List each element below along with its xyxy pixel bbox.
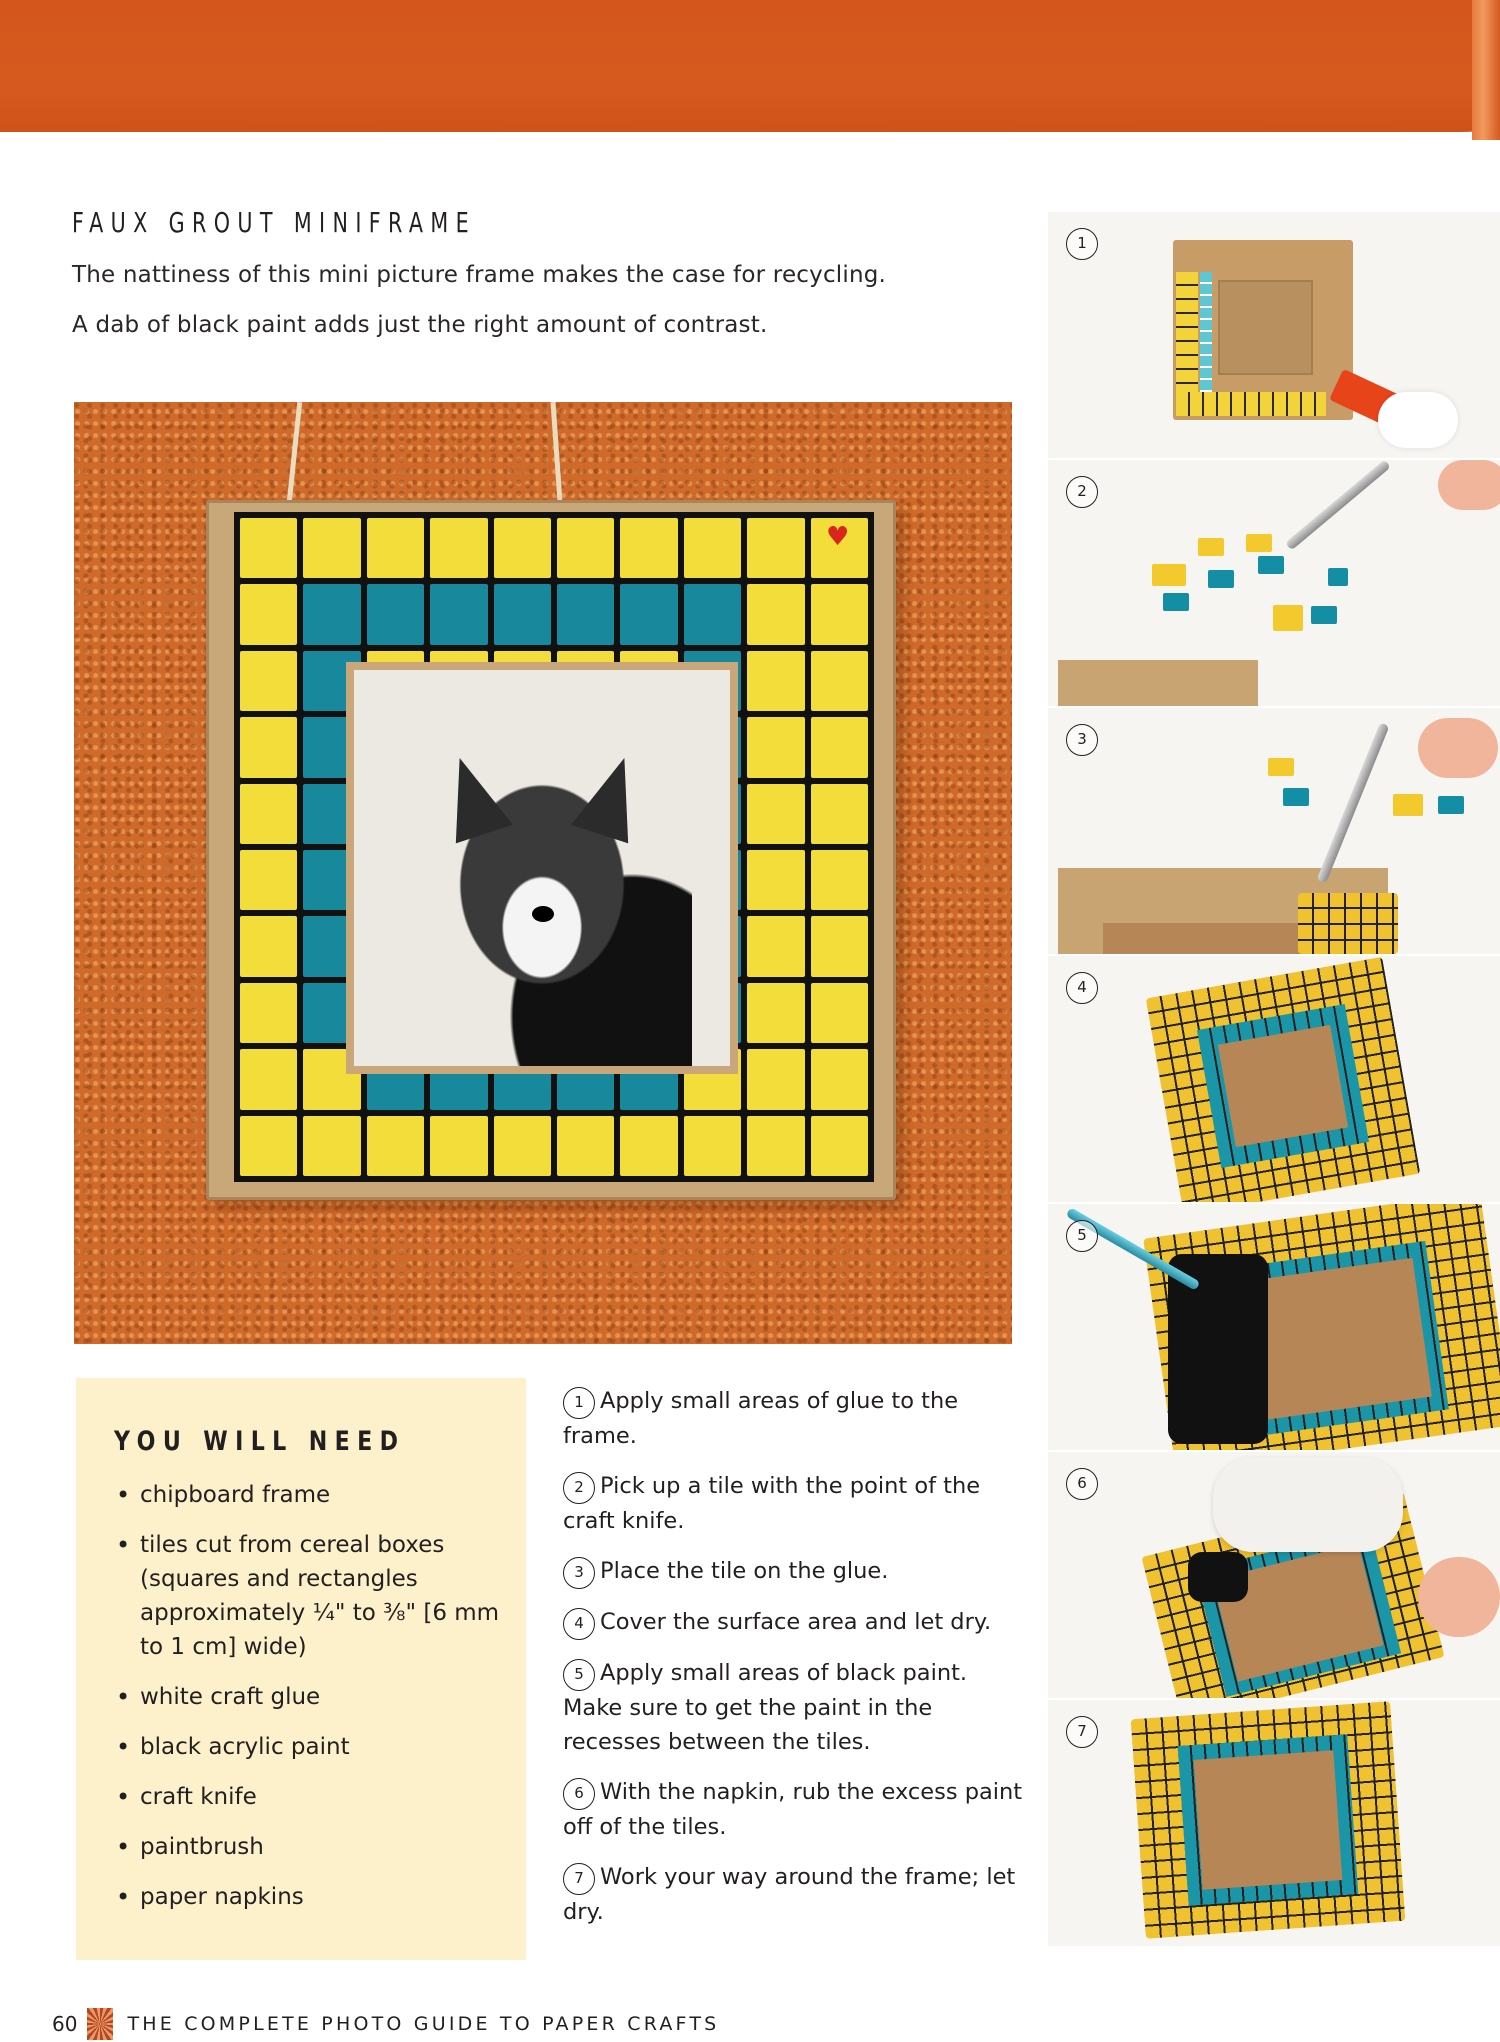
glue-bottle [1378, 392, 1458, 448]
article-title: FAUX GROUT MINIFRAME [72, 206, 477, 239]
craft-knife [1317, 722, 1390, 883]
step-photo-7 [1048, 1700, 1500, 1946]
hanging-twine [551, 402, 563, 502]
step-number-badge: 6 [563, 1778, 595, 1810]
step-number-badge: 5 [1066, 1220, 1098, 1252]
step-2 [563, 1469, 1033, 1538]
supply-item: • white craft glue [114, 1680, 514, 1714]
top-color-band [0, 0, 1500, 132]
running-title: THE COMPLETE PHOTO GUIDE TO PAPER CRAFTS [127, 2013, 720, 2035]
step-photo-5 [1048, 1204, 1500, 1450]
dog-photo [346, 662, 738, 1074]
step-photo-column [1048, 212, 1500, 1948]
step-text: Work your way around the frame; let dry. [563, 1864, 1016, 1925]
supply-item: • paintbrush [114, 1830, 514, 1864]
craft-knife [1285, 460, 1391, 551]
step-number-badge: 3 [1066, 724, 1098, 756]
step-text: Cover the surface area and let dry. [600, 1609, 992, 1635]
step-number-badge: 4 [563, 1608, 595, 1640]
step-6 [563, 1775, 1033, 1844]
supply-item: • chipboard frame [114, 1478, 514, 1512]
step-number-badge: 5 [563, 1659, 595, 1691]
step-photo-2 [1048, 460, 1500, 706]
intro-line-1: The nattiness of this mini picture frame makes the case for recycling. [72, 262, 887, 288]
supply-item: • tiles cut from cereal boxes (squares and rectangles approximately ¼" to ⅜" [6 mm to 1 cm] wide) [114, 1528, 514, 1664]
step-5 [563, 1656, 1033, 1759]
step-photo-3 [1048, 708, 1500, 954]
hanging-twine [287, 402, 302, 502]
step-photo-1 [1048, 212, 1500, 458]
main-photo-finished-frame [74, 402, 1012, 1344]
intro-line-2: A dab of black paint adds just the right amount of contrast. [72, 312, 768, 338]
step-number-badge: 4 [1066, 972, 1098, 1004]
supply-item: • black acrylic paint [114, 1730, 514, 1764]
step-1 [563, 1384, 1033, 1453]
page-number: 60 [52, 2012, 78, 2036]
supplies-box [76, 1378, 526, 1960]
step-text: Pick up a tile with the point of the craft knife. [563, 1473, 981, 1534]
step-text: Place the tile on the glue. [600, 1558, 889, 1584]
step-text: With the napkin, rub the excess paint off of the tiles. [563, 1779, 1023, 1840]
napkin [1213, 1457, 1403, 1552]
heart-icon: ♥ [826, 522, 850, 552]
step-number-badge: 2 [563, 1472, 595, 1504]
step-number-badge: 1 [1066, 228, 1098, 260]
instruction-steps [563, 1384, 1033, 1945]
dog-illustration [392, 736, 692, 1066]
step-number-badge: 2 [1066, 476, 1098, 508]
step-photo-6 [1048, 1452, 1500, 1698]
supplies-heading: YOU WILL NEED [114, 1426, 406, 1457]
page-footer [52, 2008, 719, 2040]
step-text: Apply small areas of glue to the frame. [563, 1388, 959, 1449]
step-photo-4 [1048, 956, 1500, 1202]
step-number-badge: 1 [563, 1387, 595, 1419]
step-7 [563, 1860, 1033, 1929]
step-number-badge: 7 [563, 1863, 595, 1895]
step-number-badge: 7 [1066, 1716, 1098, 1748]
step-3 [563, 1554, 1033, 1589]
supplies-list [114, 1478, 514, 1930]
step-number-badge: 3 [563, 1557, 595, 1589]
step-4 [563, 1605, 1033, 1640]
sunburst-icon [87, 2008, 113, 2040]
supply-item: • paper napkins [114, 1880, 514, 1914]
step-text: Apply small areas of black paint. Make sure to get the paint in the recesses between the tiles. [563, 1660, 968, 1755]
supply-item: • craft knife [114, 1780, 514, 1814]
step-number-badge: 6 [1066, 1468, 1098, 1500]
